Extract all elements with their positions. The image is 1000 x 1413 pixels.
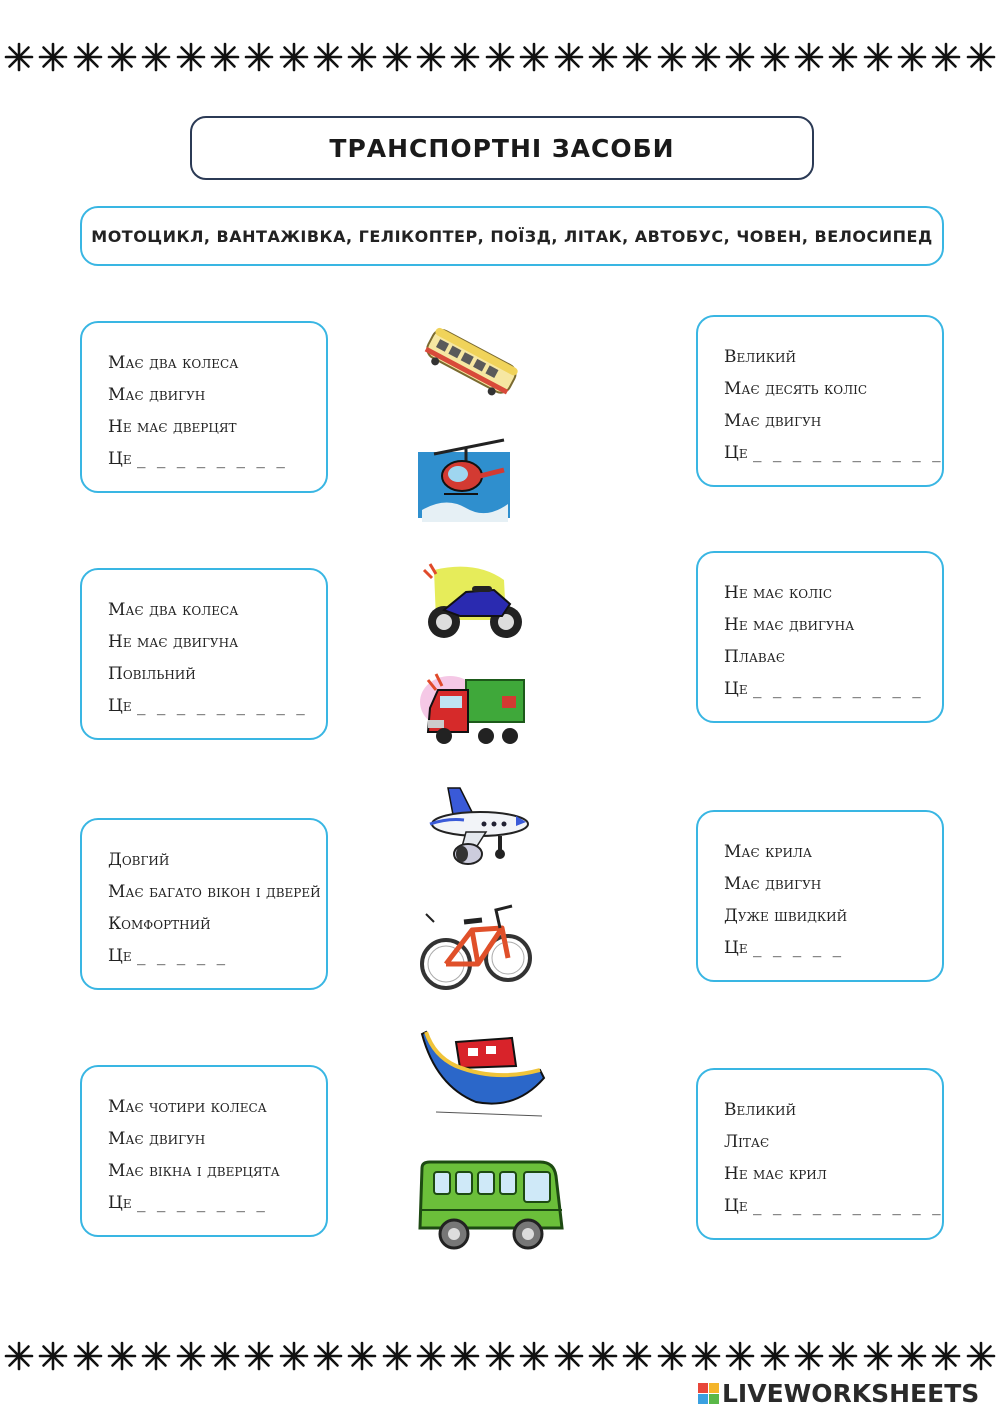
- clue-line: Має чотири колеса: [108, 1097, 267, 1117]
- answer-line: [108, 690, 326, 722]
- asterisk-ornament-icon: [107, 42, 137, 72]
- asterisk-ornament-icon: [313, 1341, 343, 1371]
- bus-picture[interactable]: [416, 1156, 564, 1258]
- asterisk-ornament-icon: [760, 42, 790, 72]
- clue-line: Не має двигуна: [108, 632, 239, 652]
- asterisk-ornament-icon: [450, 42, 480, 72]
- asterisk-ornament-icon: [794, 1341, 824, 1371]
- answer-line: [108, 940, 326, 972]
- asterisk-ornament-icon: [657, 1341, 687, 1371]
- answer-prefix: Це: [724, 938, 748, 958]
- clue-line: Комфортний: [108, 914, 211, 934]
- asterisk-ornament-icon: [141, 42, 171, 72]
- answer-line: [724, 1190, 942, 1222]
- asterisk-ornament-icon: [485, 1341, 515, 1371]
- asterisk-ornament-icon: [73, 42, 103, 72]
- asterisk-ornament-icon: [382, 42, 412, 72]
- answer-blank[interactable]: _ _ _ _ _ _ _ _ _ _: [753, 443, 944, 463]
- clue-card-left-1: [80, 321, 328, 493]
- clue-line: Плаває: [724, 647, 786, 667]
- clue-card-right-3: [696, 810, 944, 982]
- clue-line: Дуже швидкий: [724, 906, 848, 926]
- asterisk-ornament-icon: [897, 1341, 927, 1371]
- asterisk-ornament-icon: [554, 1341, 584, 1371]
- clue-card-right-2: [696, 551, 944, 723]
- asterisk-ornament-icon: [279, 1341, 309, 1371]
- airplane-picture[interactable]: [424, 780, 532, 872]
- clue-card-right-4: [696, 1068, 944, 1240]
- answer-prefix: Це: [724, 1196, 748, 1216]
- asterisk-ornament-icon: [176, 42, 206, 72]
- clue-line: Не має коліс: [724, 583, 833, 603]
- answer-blank[interactable]: _ _ _ _ _ _ _: [137, 1193, 268, 1213]
- answer-line: [108, 1187, 326, 1219]
- asterisk-ornament-icon: [244, 1341, 274, 1371]
- answer-prefix: Це: [108, 946, 132, 966]
- answer-line: [724, 673, 942, 705]
- answer-blank[interactable]: _ _ _ _ _ _ _ _ _: [753, 679, 924, 699]
- logo-text: LIVEWORKSHEETS: [722, 1378, 980, 1408]
- liveworksheets-logo: [698, 1378, 979, 1408]
- motorcycle-picture[interactable]: [416, 560, 526, 644]
- asterisk-ornament-icon: [622, 42, 652, 72]
- answer-blank[interactable]: _ _ _ _ _ _ _ _: [137, 449, 288, 469]
- clue-line: Великий: [724, 347, 796, 367]
- asterisk-ornament-icon: [347, 42, 377, 72]
- clue-card-left-2: [80, 568, 328, 740]
- asterisk-ornament-icon: [966, 42, 996, 72]
- asterisk-ornament-icon: [691, 1341, 721, 1371]
- answer-line: [724, 437, 942, 469]
- asterisk-ornament-icon: [416, 1341, 446, 1371]
- asterisk-ornament-icon: [725, 42, 755, 72]
- asterisk-ornament-icon: [519, 42, 549, 72]
- clue-card-left-4: [80, 1065, 328, 1237]
- asterisk-ornament-icon: [450, 1341, 480, 1371]
- answer-line: [724, 932, 942, 964]
- answer-prefix: Це: [108, 449, 132, 469]
- asterisk-ornament-icon: [141, 1341, 171, 1371]
- asterisk-ornament-icon: [828, 1341, 858, 1371]
- answer-prefix: Це: [724, 443, 748, 463]
- answer-blank[interactable]: _ _ _ _ _: [137, 946, 229, 966]
- asterisk-ornament-icon: [38, 1341, 68, 1371]
- clue-line: Повільний: [108, 664, 196, 684]
- asterisk-ornament-icon: [863, 42, 893, 72]
- answer-blank[interactable]: _ _ _ _ _: [753, 938, 845, 958]
- clue-line: Має двигун: [724, 874, 822, 894]
- clue-card-right-1: [696, 315, 944, 487]
- clue-card-left-3: [80, 818, 328, 990]
- clue-line: Літає: [724, 1132, 770, 1152]
- asterisk-ornament-icon: [519, 1341, 549, 1371]
- train-picture[interactable]: [414, 316, 526, 412]
- clue-line: Має двигун: [108, 1129, 206, 1149]
- asterisk-ornament-icon: [725, 1341, 755, 1371]
- clue-line: Має два колеса: [108, 353, 239, 373]
- asterisk-ornament-icon: [794, 42, 824, 72]
- asterisk-ornament-icon: [966, 1341, 996, 1371]
- asterisk-ornament-icon: [897, 42, 927, 72]
- asterisk-ornament-icon: [416, 42, 446, 72]
- asterisk-ornament-icon: [828, 42, 858, 72]
- top-ornament-border: [0, 40, 1000, 74]
- bottom-ornament-border: [0, 1339, 1000, 1373]
- clue-line: Має десять коліс: [724, 379, 868, 399]
- asterisk-ornament-icon: [210, 1341, 240, 1371]
- asterisk-ornament-icon: [691, 42, 721, 72]
- asterisk-ornament-icon: [485, 42, 515, 72]
- clue-line: Має багато вікон і дверей: [108, 882, 321, 902]
- clue-line: Має двигун: [724, 411, 822, 431]
- asterisk-ornament-icon: [622, 1341, 652, 1371]
- clue-line: Має двигун: [108, 385, 206, 405]
- asterisk-ornament-icon: [554, 42, 584, 72]
- worksheet-title: ТРАНСПОРТНІ ЗАСОБИ: [190, 116, 814, 180]
- clue-line: Не має дверцят: [108, 417, 237, 437]
- asterisk-ornament-icon: [38, 42, 68, 72]
- asterisk-ornament-icon: [863, 1341, 893, 1371]
- logo-mark-icon: [698, 1383, 719, 1404]
- asterisk-ornament-icon: [657, 42, 687, 72]
- word-bank: МОТОЦИКЛ, ВАНТАЖІВКА, ГЕЛІКОПТЕР, ПОЇЗД, ЛІТАК, АВТОБУС, ЧОВЕН, ВЕЛОСИПЕД: [80, 206, 944, 266]
- clue-line: Не має крил: [724, 1164, 827, 1184]
- clue-line: Має два колеса: [108, 600, 239, 620]
- asterisk-ornament-icon: [4, 1341, 34, 1371]
- answer-blank[interactable]: _ _ _ _ _ _ _ _ _: [137, 696, 308, 716]
- boat-picture[interactable]: [416, 1026, 548, 1120]
- asterisk-ornament-icon: [588, 1341, 618, 1371]
- asterisk-ornament-icon: [760, 1341, 790, 1371]
- answer-line: [108, 443, 326, 475]
- asterisk-ornament-icon: [382, 1341, 412, 1371]
- asterisk-ornament-icon: [107, 1341, 137, 1371]
- asterisk-ornament-icon: [210, 42, 240, 72]
- answer-prefix: Це: [108, 1193, 132, 1213]
- asterisk-ornament-icon: [313, 42, 343, 72]
- asterisk-ornament-icon: [588, 42, 618, 72]
- asterisk-ornament-icon: [279, 42, 309, 72]
- asterisk-ornament-icon: [4, 42, 34, 72]
- answer-prefix: Це: [724, 679, 748, 699]
- answer-prefix: Це: [108, 696, 132, 716]
- asterisk-ornament-icon: [176, 1341, 206, 1371]
- clue-line: Довгий: [108, 850, 170, 870]
- asterisk-ornament-icon: [244, 42, 274, 72]
- asterisk-ornament-icon: [73, 1341, 103, 1371]
- bicycle-picture[interactable]: [416, 900, 534, 996]
- clue-line: Великий: [724, 1100, 796, 1120]
- asterisk-ornament-icon: [347, 1341, 377, 1371]
- asterisk-ornament-icon: [931, 42, 961, 72]
- truck-picture[interactable]: [416, 666, 528, 748]
- clue-line: Не має двигуна: [724, 615, 855, 635]
- asterisk-ornament-icon: [931, 1341, 961, 1371]
- clue-line: Має вікна і дверцята: [108, 1161, 280, 1181]
- clue-line: Має крила: [724, 842, 813, 862]
- answer-blank[interactable]: _ _ _ _ _ _ _ _ _ _: [753, 1196, 944, 1216]
- helicopter-picture[interactable]: [416, 430, 512, 530]
